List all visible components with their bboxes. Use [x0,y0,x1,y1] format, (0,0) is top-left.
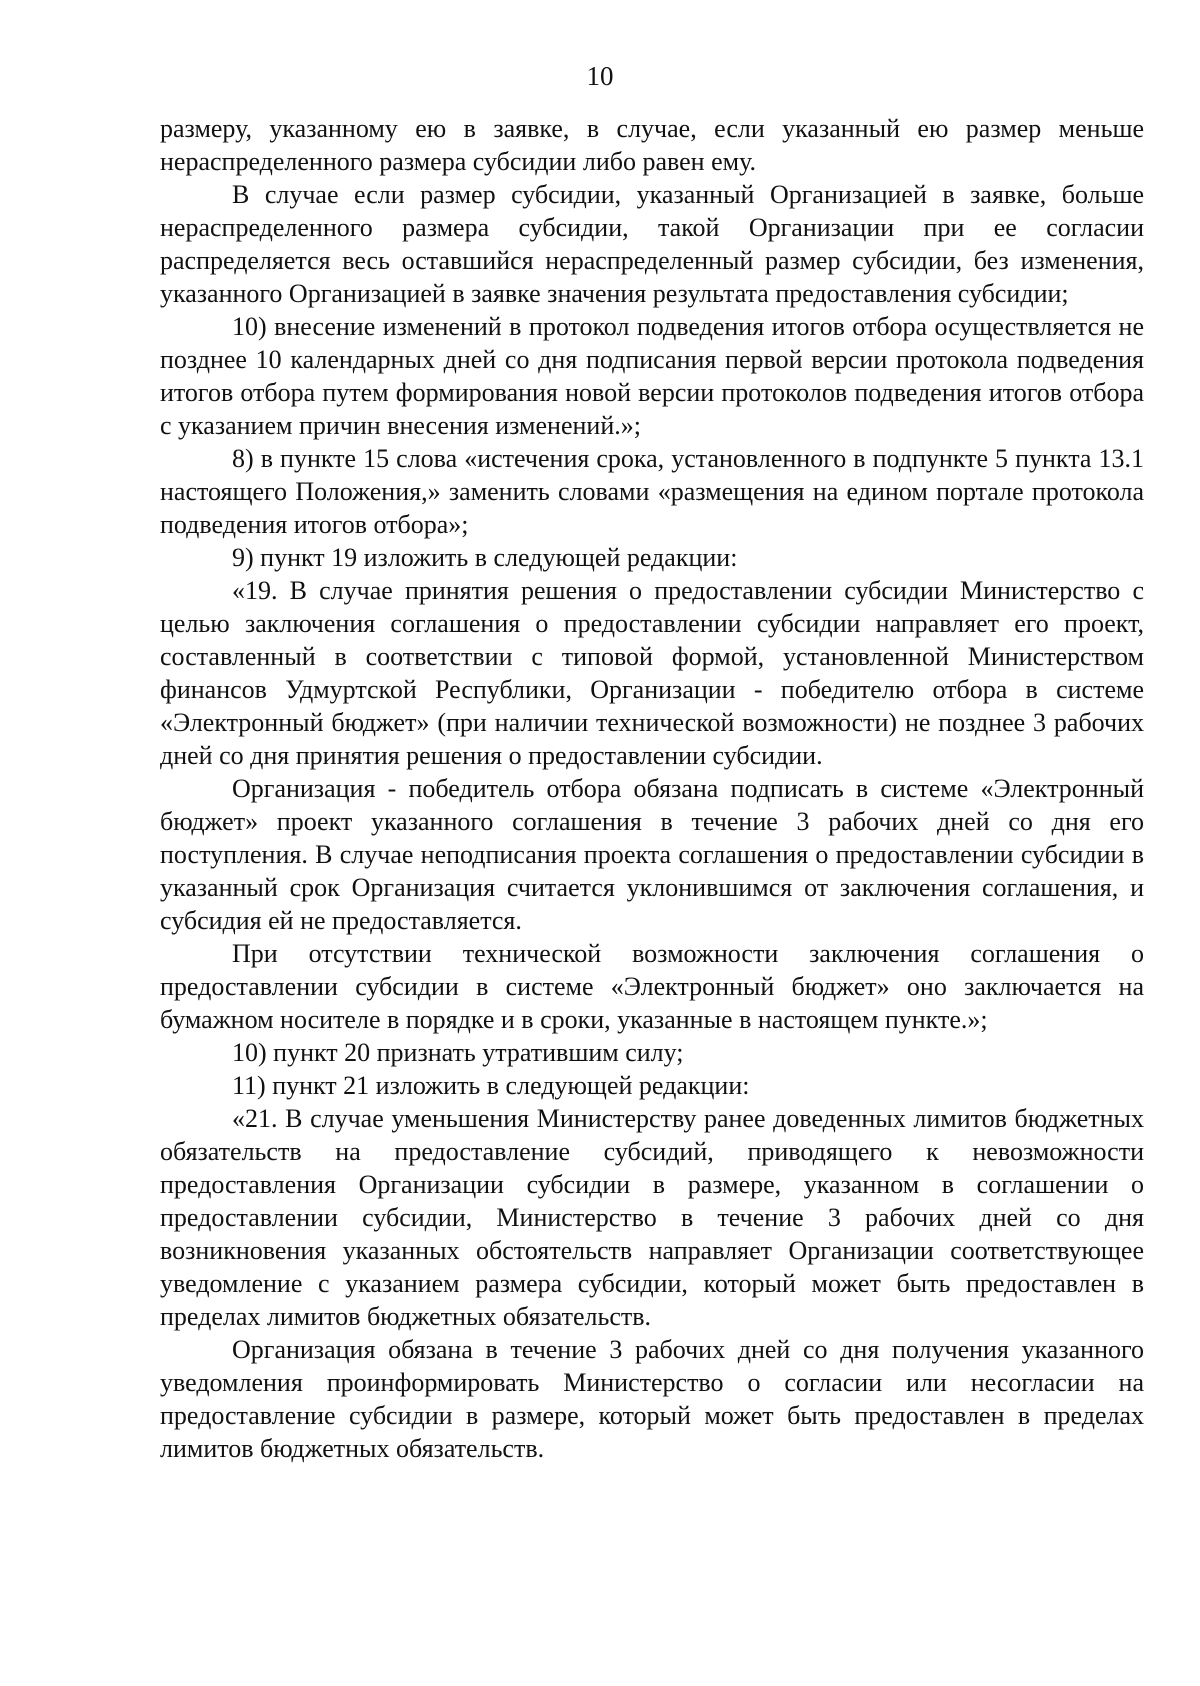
paragraph: В случае если размер субсидии, указанный Организацией в заявке, больше нераспределенного размера субсидии, такой Организации при ее согласии распределяется весь оставшийся нераспределенный размер субсидии, без изменения, указанного Организацией в заявке значения результата предоставления субсидии; [160,180,1144,308]
paragraph-clause-19: «19. В случае принятия решения о предоставлении субсидии Министерство с целью заключения соглашения о предоставлении субсидии направляет его проект, составленный в соответствии с типовой формой, установленной Министерством финансов Удмуртской Республики, Организации - победителю отбора в системе «Электронный бюджет» (при наличии технической возможности) не позднее 3 рабочих дней со дня принятия решения о предоставлении субсидии. [160,576,1144,770]
paragraph-item-10-protocol: 10) внесение изменений в протокол подведения итогов отбора осуществляется не позднее 10 календарных дней со дня подписания первой версии протокола подведения итогов отбора путем формирования новой версии протоколов подведения итогов отбора с указанием причин внесения изменений.»; [160,312,1144,440]
document-body [160,112,1144,1465]
page-number: 10 [586,61,614,91]
paragraph-clause-21: «21. В случае уменьшения Министерству ранее доведенных лимитов бюджетных обязательств на предоставление субсидий, приводящего к невозможности предоставления Организации субсидии в размере, указанном в соглашении о предоставлении субсидии, Министерство в течение 3 рабочих дней со дня возникновения указанных обстоятельств направляет Организации соответствующее уведомление с указанием размера субсидии, который может быть предоставлен в пределах лимитов бюджетных обязательств. [160,1104,1144,1331]
paragraph-item-11: 11) пункт 21 изложить в следующей редакции: [232,1071,750,1100]
paragraph: При отсутствии технической возможности заключения соглашения о предоставлении субсидии в системе «Электронный бюджет» оно заключается на бумажном носителе в порядке и в сроки, указанные в настоящем пункте.»; [160,939,1144,1034]
paragraph-item-10: 10) пункт 20 признать утратившим силу; [232,1038,684,1067]
paragraph-continuation: размеру, указанному ею в заявке, в случае, если указанный ею размер меньше нераспределенного размера субсидии либо равен ему. [160,114,1144,176]
paragraph: Организация - победитель отбора обязана подписать в системе «Электронный бюджет» проект указанного соглашения в течение 3 рабочих дней со дня его поступления. В случае неподписания проекта соглашения о предоставлении субсидии в указанный срок Организация считается уклонившимся от заключения соглашения, и субсидия ей не предоставляется. [160,774,1144,935]
paragraph-item-9: 9) пункт 19 изложить в следующей редакции: [232,543,738,572]
paragraph-item-8: 8) в пункте 15 слова «истечения срока, установленного в подпункте 5 пункта 13.1 настоящего Положения,» заменить словами «размещения на едином портале протокола подведения итогов отбора»; [160,444,1144,539]
paragraph: Организация обязана в течение 3 рабочих дней со дня получения указанного уведомления проинформировать Министерство о согласии или несогласии на предоставление субсидии в размере, который может быть предоставлен в пределах лимитов бюджетных обязательств. [160,1335,1144,1463]
